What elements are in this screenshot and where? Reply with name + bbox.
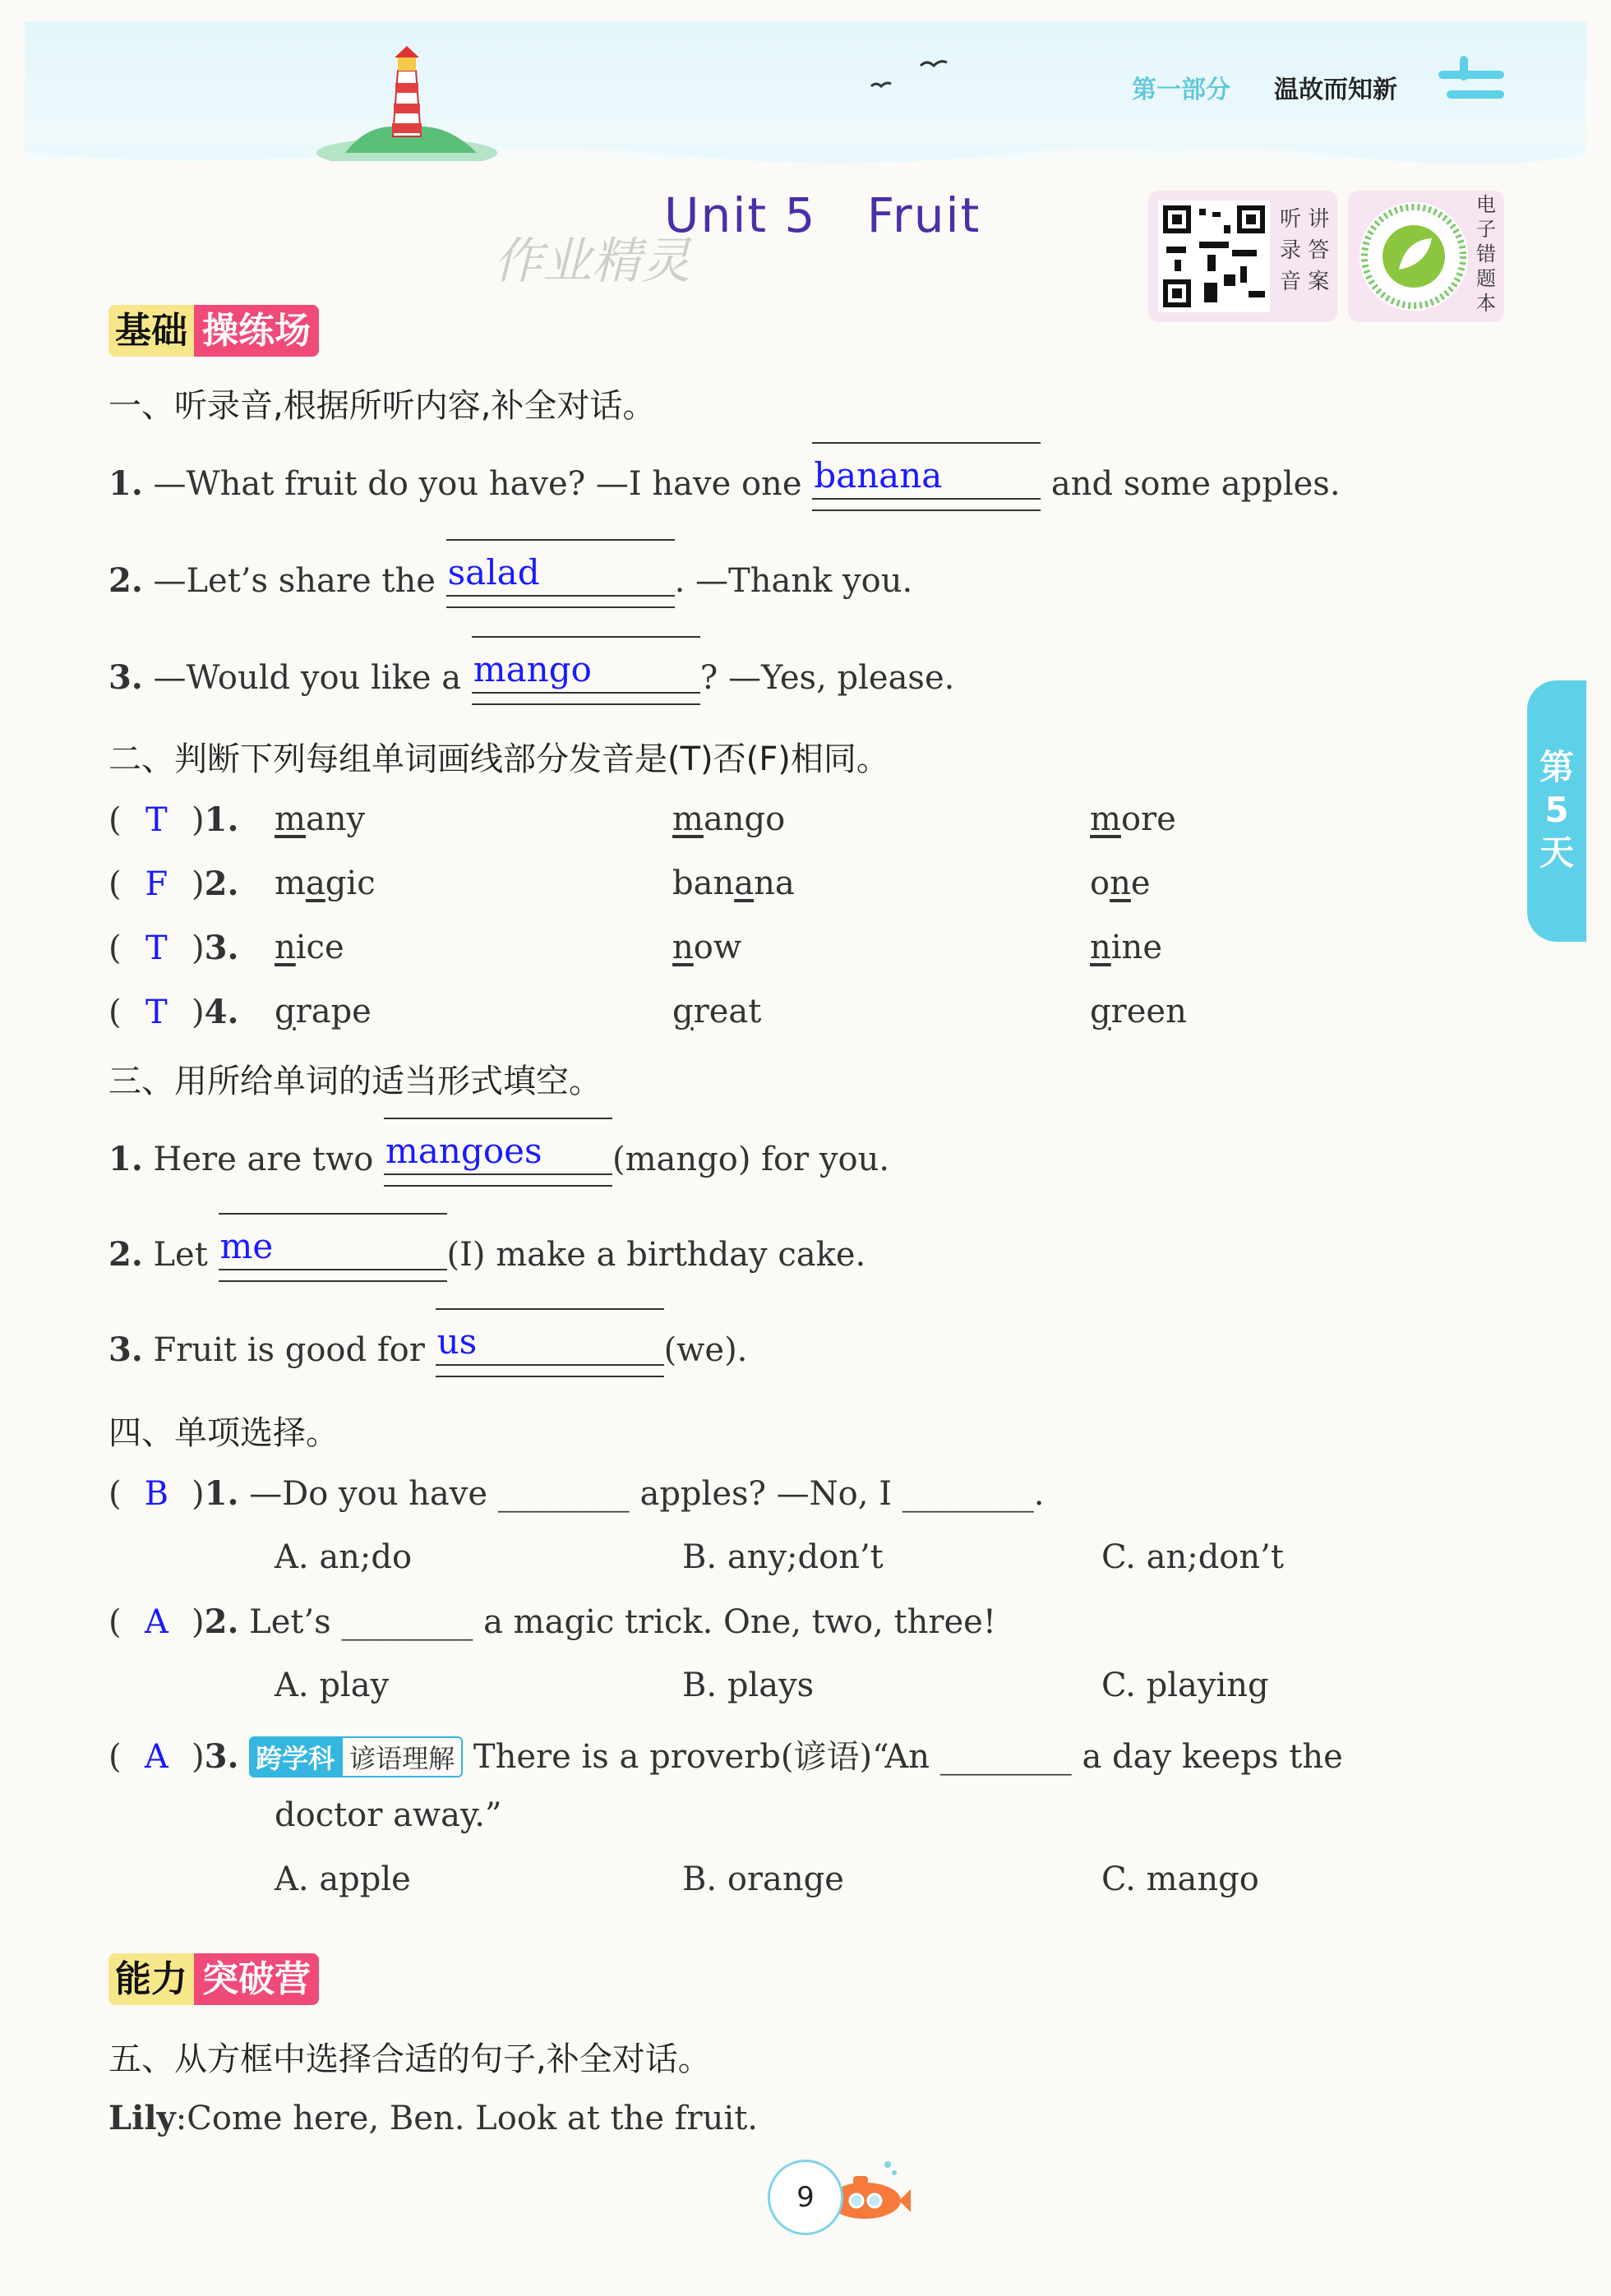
- answer-blank[interactable]: us: [436, 1325, 664, 1366]
- option-a[interactable]: A. apple: [275, 1860, 411, 1898]
- qr-listen-block[interactable]: [1148, 191, 1337, 322]
- answer-blank[interactable]: salad: [446, 556, 675, 597]
- section-badge-ability: 能力 突破营: [108, 1949, 319, 2002]
- watermark: 作业精灵: [493, 233, 690, 290]
- unit-title: Unit 5 Fruit: [664, 187, 981, 243]
- header-deco-icon: [1430, 53, 1512, 110]
- mini-program-code-icon: [1356, 199, 1471, 314]
- part2-word: magic: [275, 864, 376, 902]
- part2-word: now: [672, 929, 742, 966]
- part2-word: more: [1090, 800, 1176, 838]
- part3-item-3: 3. Fruit is good for us (we).: [108, 1325, 747, 1369]
- option-b[interactable]: B. orange: [682, 1860, 844, 1898]
- part2-row-2: ( F )2.: [108, 864, 239, 903]
- part4-heading: 四、单项选择。: [108, 1414, 339, 1452]
- part2-word: one: [1090, 864, 1151, 902]
- day-tab: 第 5 天: [1527, 680, 1586, 942]
- part2-word: banana: [672, 864, 795, 902]
- option-c[interactable]: C. an;don’t: [1101, 1538, 1284, 1576]
- qr-ebook-block[interactable]: [1348, 191, 1504, 322]
- part3-heading: 三、用所给单词的适当形式填空。: [108, 1063, 602, 1100]
- qr-code-icon: [1158, 201, 1270, 312]
- part2-word: nice: [275, 929, 344, 966]
- header-part: 第一部分: [1132, 76, 1230, 104]
- cross-subject-tag: 跨学科: [249, 1736, 341, 1777]
- part3-item-2: 2. Let me (I) make a birthday cake.: [108, 1229, 866, 1274]
- option-b[interactable]: B. plays: [682, 1667, 815, 1704]
- answer-blank[interactable]: me: [219, 1229, 447, 1270]
- part2-heading: 二、判断下列每组单词画线部分发音是(T)否(F)相同。: [108, 740, 889, 778]
- part2-word: green: [1090, 993, 1187, 1030]
- option-c[interactable]: C. playing: [1101, 1667, 1269, 1704]
- part4-q2: ( A )2. Let’s ________ a magic trick. One, two, three!: [108, 1602, 996, 1641]
- part2-word: many: [275, 800, 366, 838]
- part2-word: nine: [1090, 929, 1162, 966]
- part2-word: grape: [275, 993, 372, 1030]
- option-c[interactable]: C. mango: [1101, 1860, 1259, 1898]
- part4-q1: ( B )1. —Do you have ________ apples? —No, I ________.: [108, 1474, 1045, 1513]
- part2-word: great: [672, 993, 762, 1030]
- option-b[interactable]: B. any;don’t: [682, 1538, 884, 1576]
- part4-q3: ( A )3. 跨学科 谚语理解 There is a proverb(谚语)“An ________ a day keeps the: [108, 1737, 1343, 1776]
- page-number: 9: [768, 2160, 843, 2235]
- qr-listen-label: 听 讲 录 答 音 案: [1280, 207, 1330, 294]
- part5-heading: 五、从方框中选择合适的句子,补全对话。: [108, 2040, 711, 2078]
- part2-row-1: ( T )1.: [108, 800, 239, 839]
- option-a[interactable]: A. play: [275, 1667, 390, 1704]
- dialog-line: Lily:Come here, Ben. Look at the fruit.: [108, 2099, 758, 2137]
- qr-ebook-label: 电子错题本: [1476, 193, 1496, 315]
- answer-blank[interactable]: banana: [812, 459, 1041, 500]
- answer-blank[interactable]: mango: [472, 652, 700, 694]
- proverb-tag: 谚语理解: [341, 1736, 463, 1777]
- header-title: 温故而知新: [1274, 76, 1397, 104]
- answer-blank[interactable]: mangoes: [384, 1134, 612, 1175]
- part1-item-2: 2. —Let’s share the salad . —Thank you.: [108, 556, 912, 600]
- part1-item-1: 1. —What fruit do you have? —I have one banana and some apples.: [108, 459, 1341, 503]
- part2-row-4: ( T )4.: [108, 993, 239, 1031]
- part4-q3-cont: doctor away.”: [275, 1796, 502, 1834]
- lighthouse-icon: [312, 38, 501, 161]
- part1-heading: 一、听录音,根据所听内容,补全对话。: [108, 387, 656, 425]
- part3-item-1: 1. Here are two mangoes (mango) for you.: [108, 1134, 889, 1178]
- option-a[interactable]: A. an;do: [275, 1538, 413, 1576]
- part2-word: mango: [672, 800, 786, 838]
- part2-row-3: ( T )3.: [108, 929, 239, 967]
- header-wave: [25, 144, 1586, 168]
- birds-icon: [863, 49, 953, 99]
- part1-item-3: 3. —Would you like a mango ? —Yes, please.: [108, 652, 954, 697]
- section-badge-basic: 基础 操练场: [108, 301, 319, 353]
